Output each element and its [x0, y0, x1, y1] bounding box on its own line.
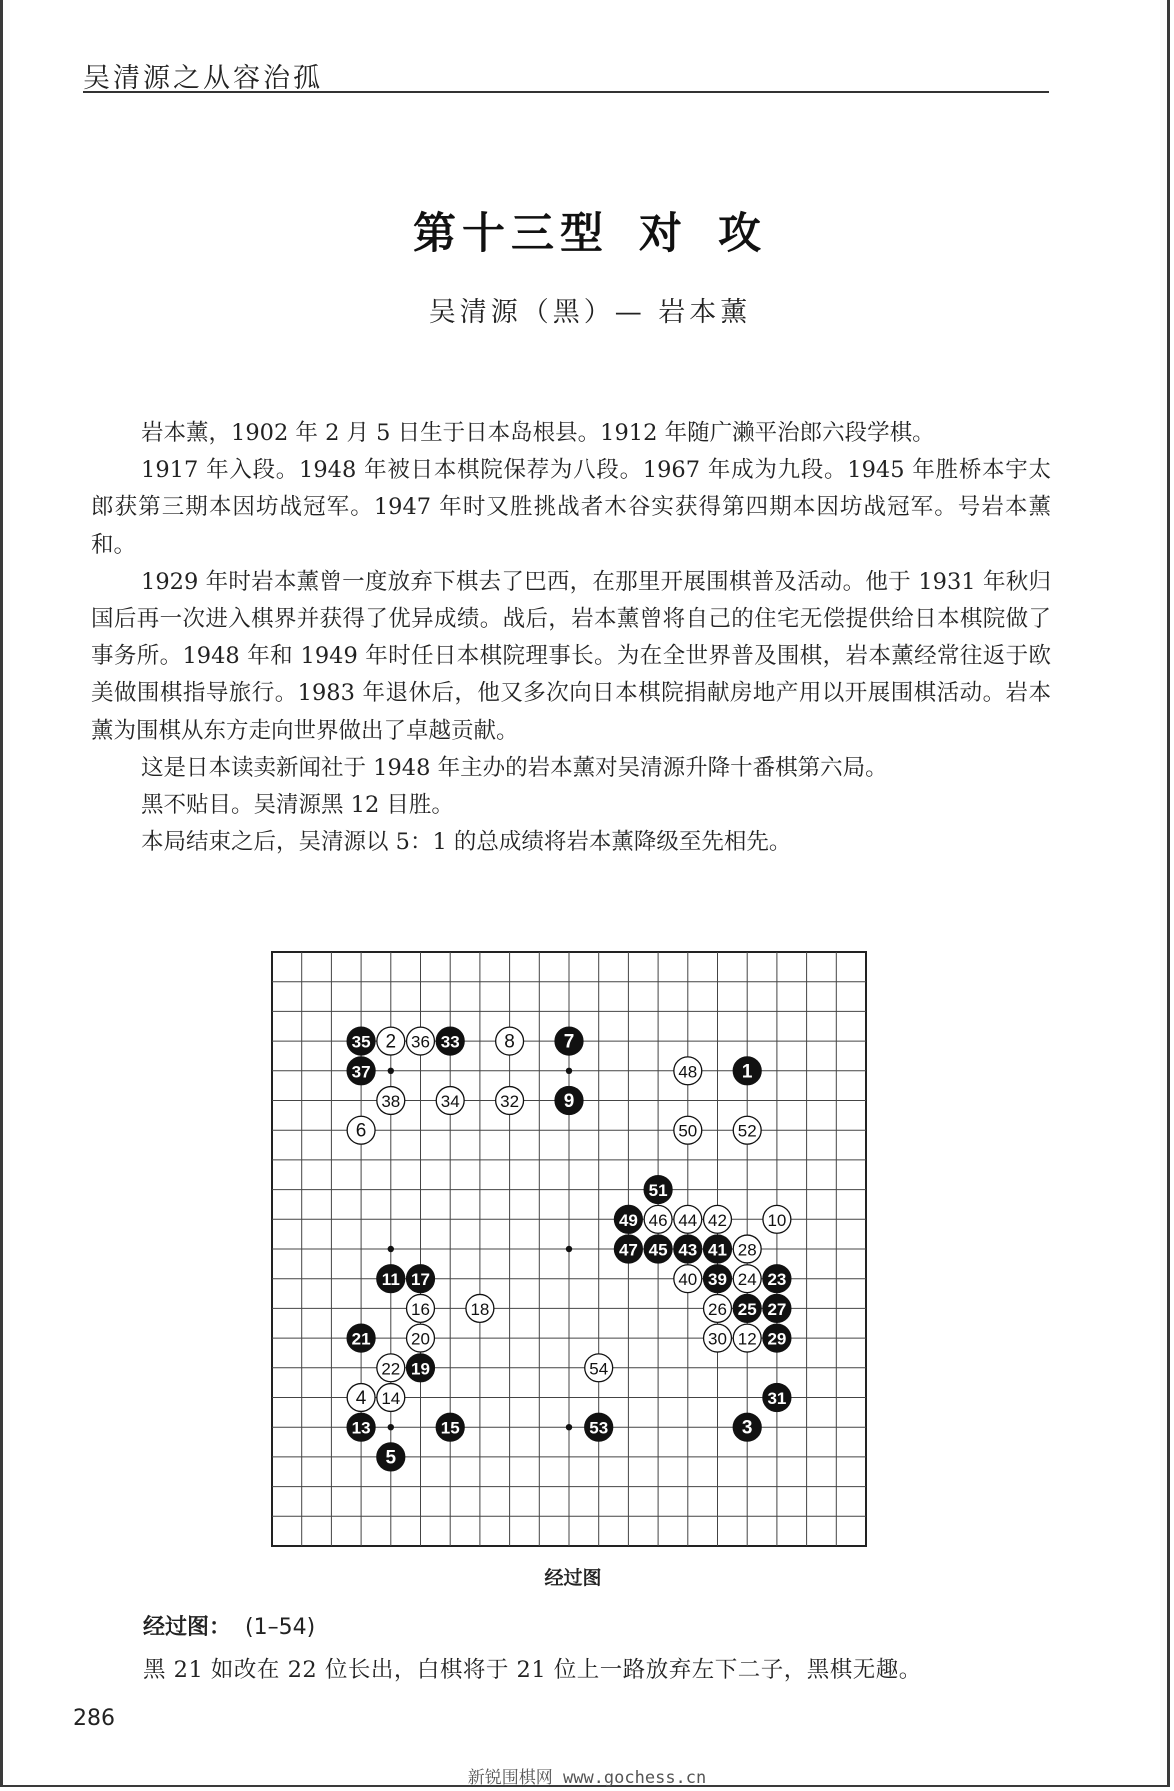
note-text: 黑 21 如改在 22 位长出，白棋将于 21 位上一路放弃左下二子，黑棋无趣。: [143, 1657, 922, 1683]
paragraph-result: 黑不贴目。吴清源黑 12 目胜。: [141, 792, 454, 819]
stone-move-number: 45: [648, 1240, 668, 1260]
page-number: 286: [73, 1706, 115, 1731]
star-point: [566, 1424, 572, 1430]
header-rule: [83, 91, 1049, 93]
stone-move-number: 24: [737, 1270, 757, 1290]
stone-move-number: 25: [737, 1299, 757, 1319]
stone-move-number: 18: [470, 1299, 490, 1319]
stone-move-number: 38: [381, 1092, 401, 1111]
body-text: [91, 415, 1051, 861]
stone-move-number: 54: [589, 1359, 609, 1379]
go-board-diagram: [270, 950, 868, 1548]
stone-move-number: 28: [737, 1240, 757, 1260]
stone-move-number: 6: [355, 1120, 367, 1142]
stone-move-number: 11: [381, 1270, 400, 1290]
stone-move-number: 3: [741, 1417, 753, 1439]
stone-move-number: 33: [440, 1032, 460, 1052]
star-point: [566, 1246, 572, 1252]
stone-move-number: 46: [648, 1210, 668, 1230]
stone-move-number: 2: [385, 1031, 397, 1053]
go-board-svg: [270, 950, 868, 1548]
game-players: 吴清源（黑）— 岩本薰: [428, 297, 752, 328]
note-label: 经过图：: [143, 1615, 232, 1640]
stone-move-number: 52: [737, 1121, 757, 1141]
paragraph-match-outcome: 本局结束之后，吴清源以 5：1 的总成绩将岩本薰降级至先相先。: [141, 829, 792, 856]
stone-move-number: 20: [411, 1329, 430, 1349]
paragraph-career: 1917 年入段。1948 年被日本棋院保荐为八段。1967 年成为九段。1945 年胜桥本宇太郎获第三期本因坊战冠军。1947 年时又胜挑战者木谷实获得第四期本因坊战冠军。号岩本薰和。: [91, 457, 1051, 558]
stone-move-number: 17: [411, 1270, 430, 1290]
stone-move-number: 15: [440, 1418, 460, 1438]
stone-move-number: 9: [563, 1091, 575, 1112]
star-point: [566, 1068, 572, 1074]
stone-move-number: 22: [381, 1359, 401, 1379]
stone-move-number: 5: [385, 1447, 397, 1469]
chapter-title: [3, 200, 1174, 261]
stone-move-number: 37: [351, 1062, 371, 1082]
stone-move-number: 12: [737, 1329, 757, 1349]
stone-move-number: 14: [381, 1389, 401, 1408]
stone-move-number: 36: [411, 1032, 430, 1052]
stone-move-number: 32: [500, 1092, 520, 1111]
stone-move-number: 26: [708, 1299, 727, 1319]
stone-move-number: 30: [708, 1329, 727, 1349]
stone-move-number: 43: [678, 1240, 698, 1260]
stone-move-number: 44: [678, 1210, 698, 1230]
stone-move-number: 4: [355, 1388, 367, 1409]
star-point: [388, 1068, 394, 1074]
stone-move-number: 48: [678, 1062, 698, 1082]
stone-move-number: 53: [589, 1418, 609, 1438]
stone-move-number: 50: [678, 1121, 698, 1141]
stone-move-number: 8: [504, 1031, 515, 1053]
stone-move-number: 39: [708, 1270, 727, 1290]
stone-move-number: 31: [767, 1389, 787, 1408]
stone-move-number: 42: [708, 1210, 727, 1230]
footer-watermark: 新锐围棋网 www.gochess.cn: [467, 1768, 707, 1788]
paragraph-birth: 岩本薰，1902 年 2 月 5 日生于日本岛根县。1912 年随广濑平治郎六段学棋。: [141, 420, 935, 446]
stone-move-number: 7: [563, 1031, 575, 1053]
stone-move-number: 13: [351, 1418, 371, 1438]
star-point: [388, 1424, 394, 1430]
running-head: 吴清源之从容治孤: [83, 63, 323, 94]
stone-move-number: 1: [741, 1061, 753, 1083]
stone-move-number: 49: [618, 1210, 638, 1230]
stone-move-number: 27: [767, 1299, 787, 1319]
star-point: [388, 1246, 394, 1252]
paragraph-game-context: 这是日本读卖新闻社于 1948 年主办的岩本薰对吴清源升降十番棋第六局。: [141, 754, 888, 781]
paragraph-contributions: 1929 年时岩本薰曾一度放弃下棋去了巴西，在那里开展围棋普及活动。他于 1931 年秋归国后再一次进入棋界并获得了优异成绩。战后，岩本薰曾将自己的住宅无偿提供给日本棋院做了事务所。1948 年和 1949 年时任日本棋院理事长。为在全世界普及围棋，岩本薰经常往返于欧美做围棋指导旅行。1983 年退休后，他又多次向日本棋院捐献房地产用以开展围棋活动。岩本薰为围棋从东方走向世界做出了卓越贡献。: [91, 568, 1051, 744]
chapter-title-word-2: 攻: [718, 209, 767, 259]
stone-move-number: 51: [648, 1181, 668, 1201]
stone-move-number: 19: [411, 1359, 430, 1379]
stone-move-number: 10: [767, 1210, 787, 1230]
stone-move-number: 47: [618, 1240, 638, 1260]
stone-move-number: 29: [767, 1329, 787, 1349]
note-title: [143, 1610, 315, 1641]
stone-move-number: 23: [767, 1270, 787, 1290]
chapter-title-type: 第十三型: [413, 209, 609, 259]
stone-move-number: 40: [678, 1270, 698, 1290]
stone-move-number: 21: [351, 1329, 371, 1349]
stone-move-number: 34: [440, 1092, 460, 1111]
diagram-caption: 经过图: [544, 1567, 602, 1589]
stone-move-number: 35: [351, 1032, 371, 1052]
stone-move-number: 16: [411, 1299, 430, 1319]
stone-move-number: 41: [708, 1240, 727, 1260]
chapter-title-word-1: 对: [639, 209, 688, 259]
note-move-range: (1–54): [245, 1615, 316, 1640]
